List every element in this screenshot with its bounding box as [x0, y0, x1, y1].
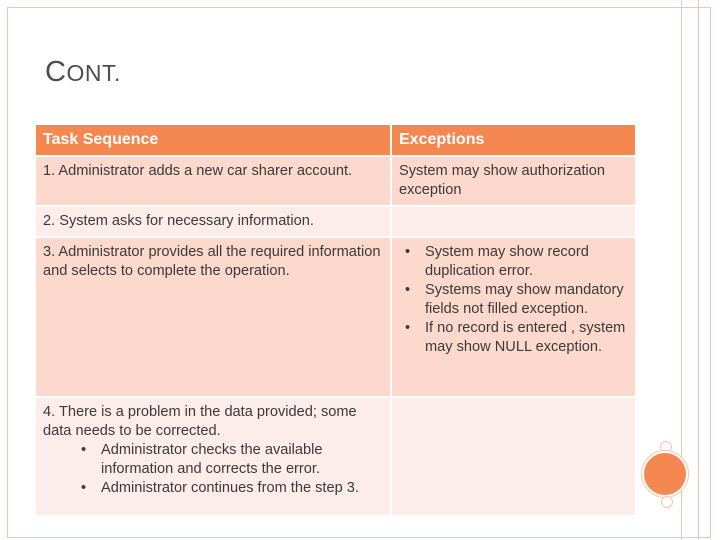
exceptions-cell	[391, 237, 636, 397]
table-row	[36, 237, 636, 397]
task-table	[36, 125, 637, 515]
decorative-rail	[681, 0, 699, 540]
exceptions-text: System may show authorization exception	[399, 163, 606, 198]
decor-circle-small-bottom	[661, 496, 673, 508]
table-row	[36, 397, 636, 515]
task-cell	[36, 237, 391, 397]
header-exceptions: Exceptions	[391, 125, 636, 156]
task-text: 1. Administrator adds a new car sharer account.	[43, 163, 353, 179]
list-item: • System may show record duplication error.	[425, 243, 628, 281]
task-cell	[36, 156, 391, 206]
task-sub-list	[43, 441, 383, 498]
task-text: 2. System asks for necessary information.	[43, 213, 314, 229]
slide-title	[45, 56, 121, 89]
list-item: • Systems may show mandatory fields not filled exception.	[425, 281, 628, 319]
task-cell	[36, 397, 391, 515]
table-header-row	[36, 125, 636, 156]
exceptions-cell	[391, 156, 636, 206]
exceptions-cell	[391, 397, 636, 515]
decor-circle-orange	[642, 451, 688, 497]
task-text: 3. Administrator provides all the required information and selects to complete the operation.	[43, 244, 381, 279]
exceptions-list	[399, 243, 628, 357]
task-text: 4. There is a problem in the data provided; some data needs to be corrected.	[43, 404, 357, 439]
list-item: • Administrator continues from the step 3.	[101, 479, 383, 498]
task-cell	[36, 206, 391, 237]
title-rest: ONT.	[66, 60, 121, 86]
table-row	[36, 206, 636, 237]
header-task-sequence: Task Sequence	[36, 125, 391, 156]
title-first-letter: C	[45, 56, 67, 88]
table-row	[36, 156, 636, 206]
exceptions-cell	[391, 206, 636, 237]
list-item: • If no record is entered , system may show NULL exception.	[425, 319, 628, 357]
list-item: • Administrator checks the available information and corrects the error.	[101, 441, 383, 479]
